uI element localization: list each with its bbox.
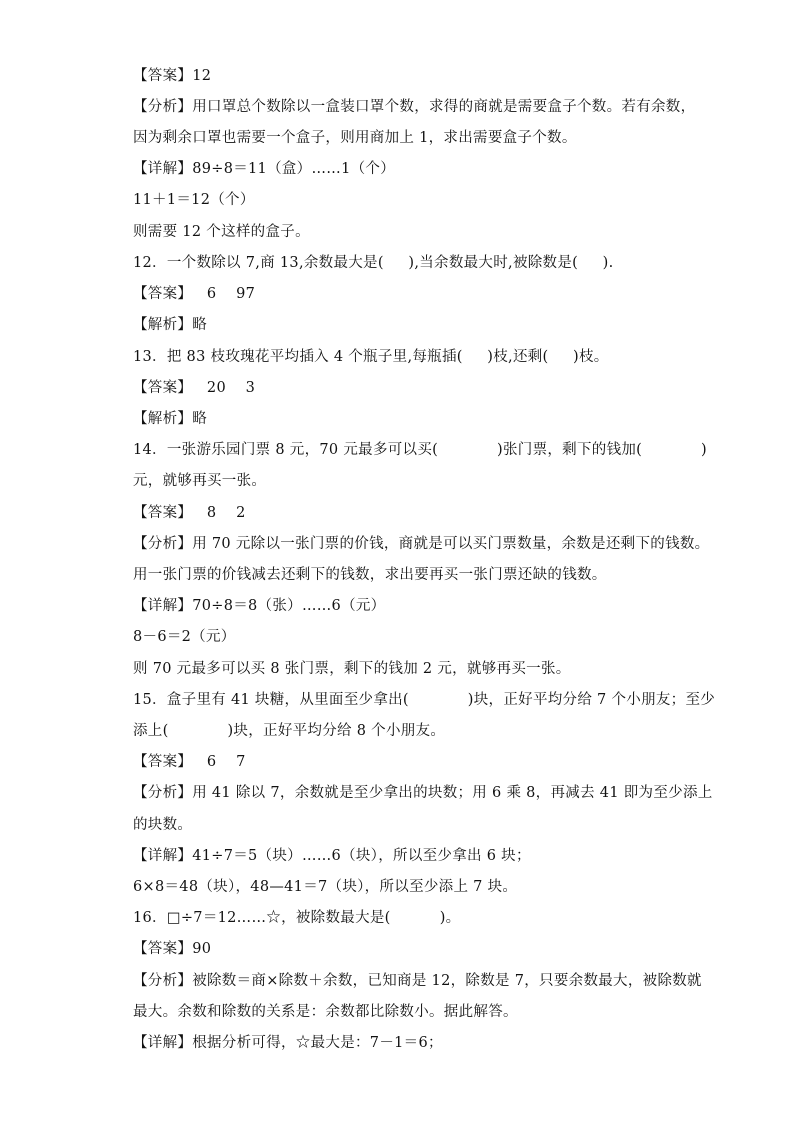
analysis-line: 【分析】被除数＝商×除数＋余数，已知商是 12，除数是 7，只要余数最大，被除数就 <box>133 973 702 989</box>
detail-line: 8－6＝2（元） <box>133 629 236 645</box>
answer-line: 【答案】 20 3 <box>133 380 256 396</box>
question-line: 13．把 83 枝玫瑰花平均插入 4 个瓶子里,每瓶插( )枝,还剩( )枝。 <box>133 349 609 365</box>
question-line: 14．一张游乐园门票 8 元，70 元最多可以买( )张门票，剩下的钱加( ) <box>133 442 707 458</box>
explanation-line: 【解析】略 <box>133 317 207 333</box>
analysis-line: 的块数。 <box>133 817 193 833</box>
explanation-line: 【解析】略 <box>133 411 207 427</box>
analysis-line: 最大。余数和除数的关系是：余数都比除数小。据此解答。 <box>133 1004 518 1020</box>
detail-line: 【详解】70÷8＝8（张）……6（元） <box>133 598 386 614</box>
analysis-line: 【分析】用口罩总个数除以一盒装口罩个数，求得的商就是需要盒子个数。若有余数， <box>133 99 696 115</box>
answer-line: 【答案】12 <box>133 68 212 84</box>
detail-line: 则 70 元最多可以买 8 张门票，剩下的钱加 2 元，就够再买一张。 <box>133 661 571 677</box>
question-line: 15．盒子里有 41 块糖，从里面至少拿出( )块，正好平均分给 7 个小朋友；至少 <box>133 692 716 708</box>
question-line: 12．一个数除以 7,商 13,余数最大是( ),当余数最大时,被除数是( ). <box>133 255 614 271</box>
analysis-line: 因为剩余口罩也需要一个盒子，则用商加上 1，求出需要盒子个数。 <box>133 130 577 146</box>
answer-line: 【答案】 6 97 <box>133 286 256 302</box>
answer-line: 【答案】 6 7 <box>133 754 246 770</box>
detail-line: 【详解】根据分析可得，☆最大是：7－1＝6； <box>133 1035 443 1051</box>
question-line: 16．□÷7＝12……☆，被除数最大是( )。 <box>133 910 461 926</box>
analysis-line: 【分析】用 70 元除以一张门票的价钱，商就是可以买门票数量，余数是还剩下的钱数。 <box>133 536 710 552</box>
analysis-line: 【分析】用 41 除以 7，余数就是至少拿出的块数；用 6 乘 8，再减去 41 即为至少添上 <box>133 785 713 801</box>
detail-line: 6×8＝48（块），48—41＝7（块），所以至少添上 7 块。 <box>133 879 518 895</box>
question-line: 添上( )块，正好平均分给 8 个小朋友。 <box>133 723 446 739</box>
detail-line: 则需要 12 个这样的盒子。 <box>133 224 310 240</box>
answer-line: 【答案】90 <box>133 941 212 957</box>
detail-line: 11＋1＝12（个） <box>133 192 255 208</box>
detail-line: 【详解】89÷8＝11（盒）……1（个） <box>133 161 396 177</box>
question-line: 元，就够再买一张。 <box>133 473 267 489</box>
detail-line: 【详解】41÷7＝5（块）……6（块），所以至少拿出 6 块； <box>133 848 531 864</box>
answer-line: 【答案】 8 2 <box>133 505 246 521</box>
analysis-line: 用一张门票的价钱减去还剩下的钱数，求出要再买一张门票还缺的钱数。 <box>133 567 607 583</box>
